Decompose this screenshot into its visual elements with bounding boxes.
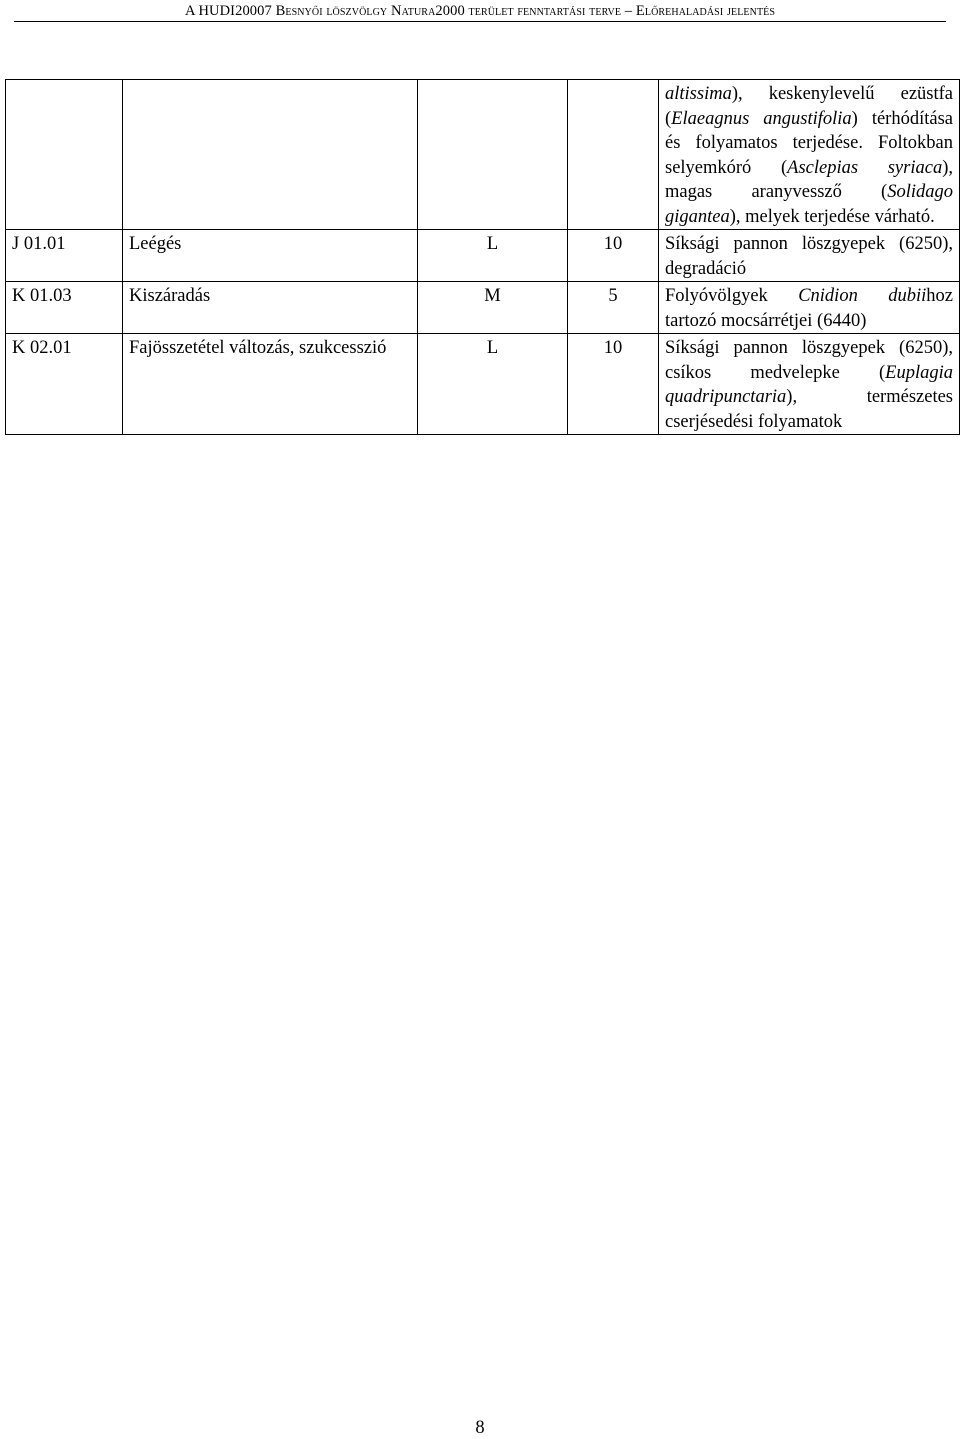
threats-table-body (6, 80, 960, 435)
page-number: 8 (475, 1418, 485, 1438)
target-text: ), keskenylevelű ezüstfa ( (665, 84, 953, 129)
header-rule (14, 21, 946, 22)
threat-percent-cell: 10 (568, 334, 659, 435)
species-name: Euplagia quadripunctaria (665, 362, 953, 407)
species-name: Asclepias syriaca (787, 157, 943, 178)
threats-table (5, 79, 960, 435)
threat-name-cell (123, 80, 418, 230)
target-text: ), melyek terjedése várható. (729, 206, 935, 227)
running-header: A HUDI20007 Besnyői löszvölgy Natura2000 terület fenntartási terve – Előrehaladási jelentés (184, 3, 776, 19)
threat-level-cell (418, 80, 568, 230)
table-row (6, 80, 960, 230)
target-text: Síksági pannon löszgyepek (6250), degradáció (665, 234, 953, 279)
target-text: ), természetes cserjésedési folyamatok (665, 387, 953, 432)
target-text: ) térhódítása és folyamatos terjedése. Foltokban selyemkóró ( (665, 108, 953, 178)
threat-level-cell: L (418, 334, 568, 435)
threat-level-cell: L (418, 230, 568, 282)
table-row (6, 230, 960, 282)
affected-target-cell (659, 80, 960, 230)
target-text: Síksági pannon löszgyepek (6250), csíkos medvelepke ( (665, 338, 953, 383)
species-name: altissima (665, 84, 732, 104)
species-name: Elaeagnus angustifolia (671, 108, 852, 129)
threat-percent-cell (568, 80, 659, 230)
species-name: Solidago gigantea (665, 182, 953, 227)
affected-target-cell (659, 282, 960, 334)
species-name: Cnidion dubii (798, 286, 927, 306)
threat-code-cell (6, 80, 123, 230)
table-row (6, 282, 960, 334)
threat-code-cell: K 01.03 (6, 282, 123, 334)
threat-code-cell: K 02.01 (6, 334, 123, 435)
threat-name-cell: Kiszáradás (123, 282, 418, 334)
threat-name-cell: Leégés (123, 230, 418, 282)
threat-percent-cell: 10 (568, 230, 659, 282)
target-text: ), magas aranyvessző ( (665, 157, 953, 202)
threat-percent-cell: 5 (568, 282, 659, 334)
target-text: hoz tartozó mocsárrétjei (6440) (665, 286, 953, 331)
threat-code-cell: J 01.01 (6, 230, 123, 282)
affected-target-cell (659, 230, 960, 282)
target-text: Folyóvölgyek (665, 286, 799, 306)
threat-level-cell: M (418, 282, 568, 334)
affected-target-cell (659, 334, 960, 435)
table-row (6, 334, 960, 435)
threat-name-cell: Fajösszetétel változás, szukcesszió (123, 334, 418, 435)
